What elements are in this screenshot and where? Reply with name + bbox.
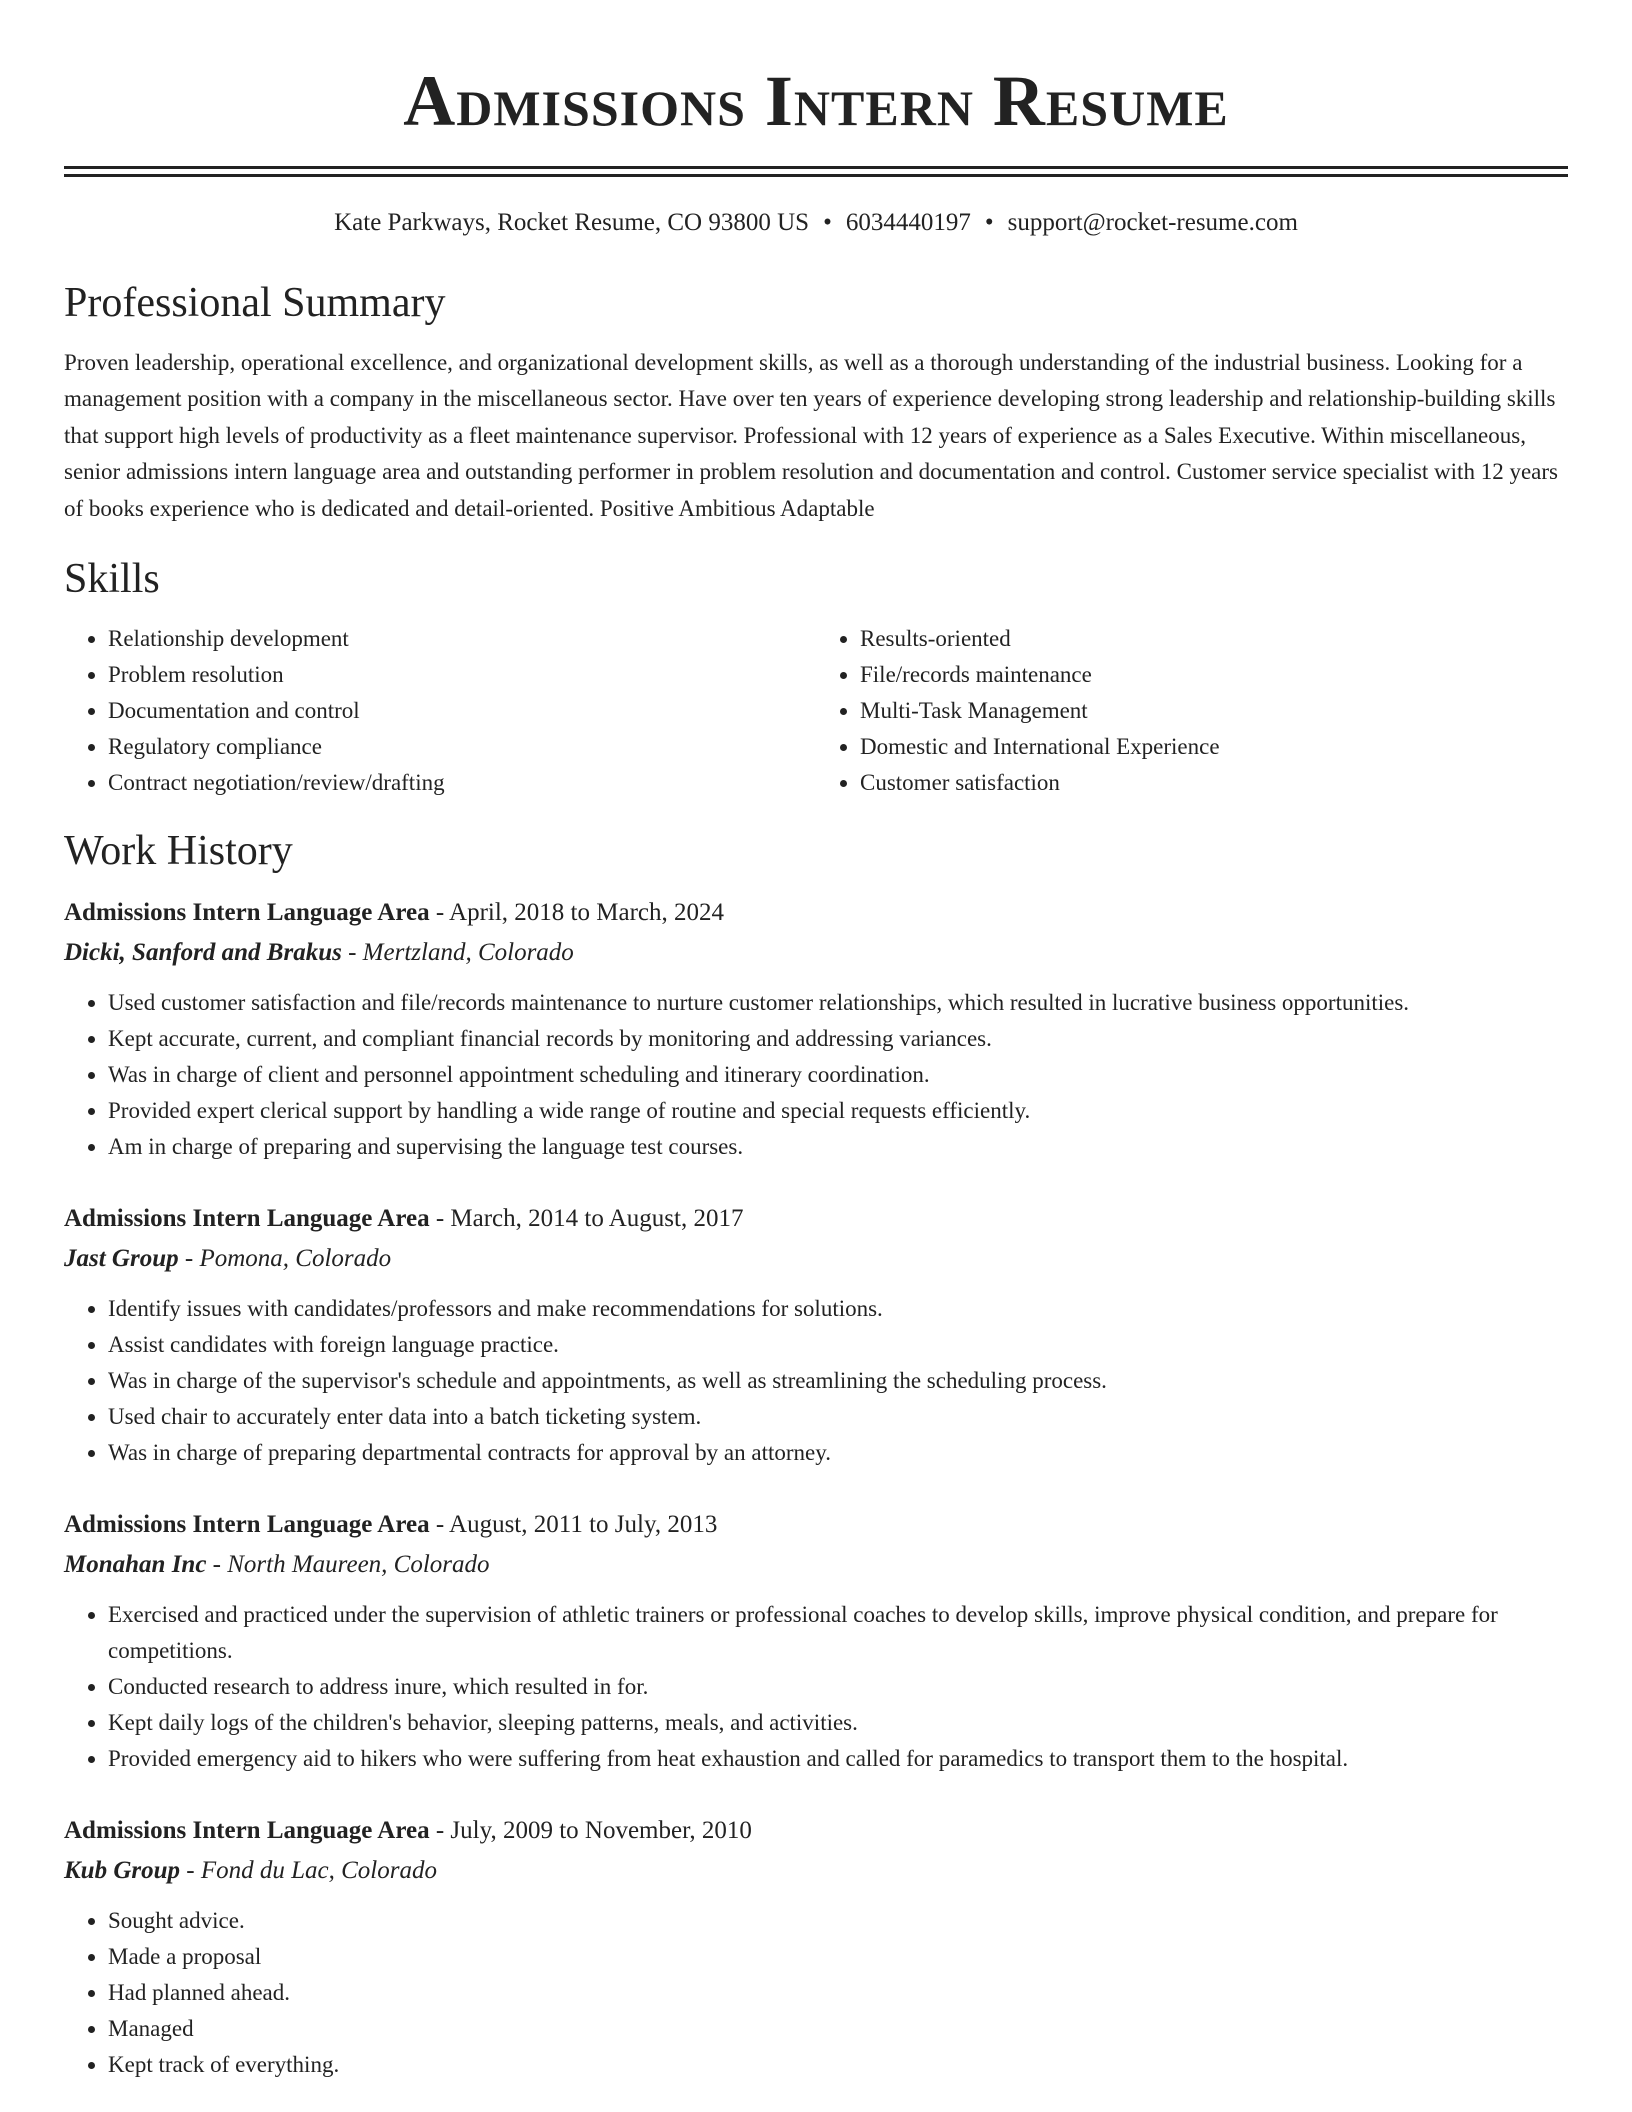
skill-item: • Results-oriented	[860, 621, 1568, 657]
work-history-section	[64, 825, 1568, 2083]
job-role: Admissions Intern Language Area	[64, 899, 430, 927]
job-bullet: • Am in charge of preparing and supervising the language test courses.	[108, 1129, 1568, 1165]
job-company: Monahan Inc	[64, 1551, 207, 1579]
skill-item: • Multi-Task Management	[860, 693, 1568, 729]
contact-separator: •	[984, 209, 994, 236]
contact-address: Kate Parkways, Rocket Resume, CO 93800 US	[334, 209, 810, 236]
job-bullet-list	[64, 1597, 1568, 1777]
job-company: Kub Group	[64, 1857, 181, 1885]
job-bullet: • Kept daily logs of the children's behavior, sleeping patterns, meals, and activities.	[108, 1705, 1568, 1741]
job-bullet: • Managed	[108, 2011, 1568, 2047]
job-header	[64, 1813, 1568, 1849]
job-location: - Mertzland, Colorado	[341, 939, 574, 967]
job-bullet: • Kept track of everything.	[108, 2047, 1568, 2083]
job-bullet: • Was in charge of the supervisor's schedule and appointments, as well as streamlining the scheduling process.	[108, 1363, 1568, 1399]
job-bullet: • Sought advice.	[108, 1903, 1568, 1939]
contact-line	[64, 207, 1568, 239]
job-company: Jast Group	[64, 1245, 179, 1273]
job-dates: - March, 2014 to August, 2017	[429, 1205, 744, 1233]
skill-item: • Regulatory compliance	[108, 729, 816, 765]
resume-title: Admissions Intern Resume	[403, 61, 1229, 141]
contact-email[interactable]: support@rocket-resume.com	[1007, 209, 1298, 236]
job-entry	[64, 1813, 1568, 2083]
job-location: - Fond du Lac, Colorado	[180, 1857, 437, 1885]
skill-item: • Domestic and International Experience	[860, 729, 1568, 765]
job-bullet: • Kept accurate, current, and compliant financial records by monitoring and addressing variances.	[108, 1021, 1568, 1057]
skills-list-left	[64, 621, 816, 801]
job-bullet: • Had planned ahead.	[108, 1975, 1568, 2011]
contact-separator: •	[823, 209, 832, 236]
job-entry	[64, 1201, 1568, 1471]
job-company-line	[64, 1241, 1568, 1277]
job-header	[64, 1507, 1568, 1543]
job-bullet: • Exercised and practiced under the supervision of athletic trainers or professional coaches to develop skills, improve physical condition, and prepare for competitions.	[108, 1597, 1568, 1669]
summary-text: Proven leadership, operational excellence, and organizational development skills, as well as a thorough understanding of the industrial business. Looking for a management position with a company in the miscellaneous sector. Have over ten years of experience developing strong leadership and relationship-building skills that support high levels of productivity as a fleet maintenance supervisor. Professional with 12 years of experience as a Sales Executive. Within miscellaneous, senior admissions intern language area and outstanding performer in problem resolution and documentation and control. Customer service specialist with 12 years of books experience who is dedicated and detail-oriented. Positive Ambitious Adaptable	[64, 350, 1558, 521]
job-location: - North Maureen, Colorado	[206, 1551, 490, 1579]
job-company-line	[64, 935, 1568, 971]
job-bullet: • Used chair to accurately enter data into a batch ticketing system.	[108, 1399, 1568, 1435]
work-history-heading: Work History	[64, 828, 293, 875]
job-bullet-list	[64, 1291, 1568, 1471]
skills-list-right	[816, 621, 1568, 801]
job-dates: - July, 2009 to November, 2010	[429, 1817, 752, 1845]
skills-heading: Skills	[64, 556, 160, 603]
job-bullet: • Used customer satisfaction and file/records maintenance to nurture customer relationships, which resulted in lucrative business opportunities.	[108, 985, 1568, 1021]
job-bullet: • Made a proposal	[108, 1939, 1568, 1975]
job-role: Admissions Intern Language Area	[64, 1511, 430, 1539]
job-company-line	[64, 1547, 1568, 1583]
job-bullet: • Was in charge of client and personnel appointment scheduling and itinerary coordination.	[108, 1057, 1568, 1093]
skill-item: • Contract negotiation/review/drafting	[108, 765, 816, 801]
job-bullet: • Assist candidates with foreign language practice.	[108, 1327, 1568, 1363]
skill-item: • Customer satisfaction	[860, 765, 1568, 801]
job-bullet-list	[64, 1903, 1568, 2083]
job-bullet: • Conducted research to address inure, which resulted in for.	[108, 1669, 1568, 1705]
job-header	[64, 895, 1568, 931]
skill-item: • Problem resolution	[108, 657, 816, 693]
job-company: Dicki, Sanford and Brakus	[64, 939, 342, 967]
job-bullet-list	[64, 985, 1568, 1165]
title-divider	[64, 166, 1568, 177]
job-bullet: • Identify issues with candidates/professors and make recommendations for solutions.	[108, 1291, 1568, 1327]
job-bullet: • Was in charge of preparing departmental contracts for approval by an attorney.	[108, 1435, 1568, 1471]
job-dates: - August, 2011 to July, 2013	[429, 1511, 718, 1539]
job-location: - Pomona, Colorado	[178, 1245, 392, 1273]
summary-section	[64, 277, 1568, 527]
skill-item: • File/records maintenance	[860, 657, 1568, 693]
job-entry	[64, 895, 1568, 1165]
job-role: Admissions Intern Language Area	[64, 1817, 430, 1845]
skill-item: • Relationship development	[108, 621, 816, 657]
job-entry	[64, 1507, 1568, 1777]
job-header	[64, 1201, 1568, 1237]
skill-item: • Documentation and control	[108, 693, 816, 729]
job-bullet: • Provided expert clerical support by handling a wide range of routine and special requests efficiently.	[108, 1093, 1568, 1129]
job-bullet: • Provided emergency aid to hikers who were suffering from heat exhaustion and called for paramedics to transport them to the hospital.	[108, 1741, 1568, 1777]
summary-heading: Professional Summary	[64, 280, 446, 326]
job-role: Admissions Intern Language Area	[64, 1205, 430, 1233]
contact-phone: 6034440197	[845, 209, 971, 236]
job-dates: - April, 2018 to March, 2024	[429, 899, 724, 927]
job-company-line	[64, 1853, 1568, 1889]
skills-section	[64, 553, 1568, 801]
skills-grid	[64, 621, 1568, 801]
